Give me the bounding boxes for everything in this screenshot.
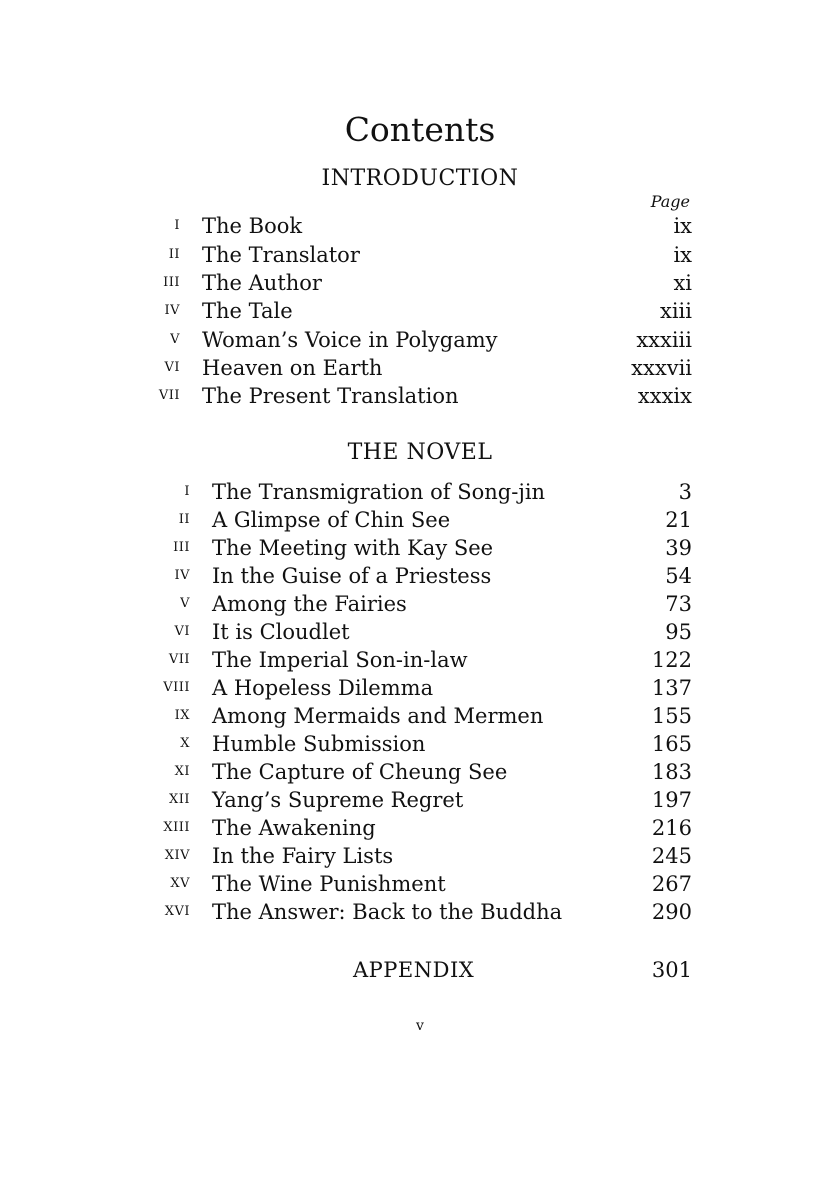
entry-title: The Translator xyxy=(202,243,360,267)
entry-title: Humble Submission xyxy=(212,732,426,756)
entry-page: 54 xyxy=(665,564,692,588)
entry-page: 95 xyxy=(665,620,692,644)
entry-title: The Tale xyxy=(202,299,293,323)
page-column-label: Page xyxy=(650,192,690,211)
entry-title: Among Mermaids and Mermen xyxy=(212,704,544,728)
entry-number: XV xyxy=(170,876,190,891)
entry-title: In the Fairy Lists xyxy=(212,844,394,868)
toc-entry xyxy=(0,478,840,506)
entry-number: XIII xyxy=(163,820,190,835)
toc-entry xyxy=(0,269,840,297)
entry-number: I xyxy=(174,218,180,233)
entry-page: 216 xyxy=(651,816,692,840)
entry-page: 3 xyxy=(678,480,692,504)
toc-entry xyxy=(0,534,840,562)
entry-title: Woman’s Voice in Polygamy xyxy=(202,328,498,352)
entry-page: 155 xyxy=(651,704,692,728)
entry-title: It is Cloudlet xyxy=(212,620,350,644)
entry-number: IV xyxy=(174,568,190,583)
entry-title: In the Guise of a Priestess xyxy=(212,564,492,588)
toc-entry xyxy=(0,241,840,269)
entry-title: Heaven on Earth xyxy=(202,356,383,380)
entry-number: V xyxy=(180,596,190,611)
entry-title: Among the Fairies xyxy=(212,592,407,616)
entry-page: 290 xyxy=(651,900,692,924)
entry-page: 197 xyxy=(651,788,692,812)
entry-title: A Hopeless Dilemma xyxy=(212,676,434,700)
entry-page: xxxiii xyxy=(636,328,692,352)
toc-entry xyxy=(0,297,840,325)
toc-entry xyxy=(0,590,840,618)
entry-title: The Capture of Cheung See xyxy=(212,760,508,784)
toc-entry xyxy=(0,814,840,842)
toc-entry xyxy=(0,730,840,758)
entry-title: The Awakening xyxy=(212,816,376,840)
entry-number: XI xyxy=(174,764,190,779)
entry-number: IX xyxy=(174,708,190,723)
toc-entry xyxy=(0,618,840,646)
entry-page: xxxvii xyxy=(631,356,692,380)
toc-entry xyxy=(0,870,840,898)
entry-page: 245 xyxy=(651,844,692,868)
toc-entry xyxy=(0,506,840,534)
entry-page: 39 xyxy=(665,536,692,560)
toc-entry xyxy=(0,562,840,590)
toc-entry xyxy=(0,702,840,730)
entry-page: 73 xyxy=(665,592,692,616)
entry-title: The Book xyxy=(202,214,303,238)
entry-number: X xyxy=(180,736,190,751)
entry-number: I xyxy=(184,484,190,499)
entry-title: The Imperial Son-in-law xyxy=(212,648,468,672)
toc-entry xyxy=(0,842,840,870)
entry-page: 183 xyxy=(651,760,692,784)
entry-number: XII xyxy=(168,792,190,807)
entry-number: XIV xyxy=(164,848,190,863)
entry-title: Yang’s Supreme Regret xyxy=(212,788,464,812)
entry-title: The Meeting with Kay See xyxy=(212,536,494,560)
novel-heading: THE NOVEL xyxy=(347,440,493,465)
page-title: Contents xyxy=(344,110,496,149)
entry-number: IV xyxy=(164,303,180,318)
entry-number: VII xyxy=(158,388,180,403)
entry-title: The Wine Punishment xyxy=(212,872,446,896)
entry-number: VII xyxy=(168,652,190,667)
entry-title: The Author xyxy=(202,271,322,295)
page-folio: v xyxy=(416,1018,424,1034)
entry-number: XVI xyxy=(164,904,190,919)
introduction-heading: INTRODUCTION xyxy=(321,166,519,191)
toc-entry xyxy=(0,646,840,674)
entry-number: V xyxy=(170,332,180,347)
entry-number: VI xyxy=(174,624,190,639)
toc-entry xyxy=(0,674,840,702)
toc-entry xyxy=(0,354,840,382)
entry-page: 165 xyxy=(651,732,692,756)
entry-title: A Glimpse of Chin See xyxy=(212,508,451,532)
entry-page: xiii xyxy=(660,299,692,323)
entry-page: 21 xyxy=(665,508,692,532)
entry-page: ix xyxy=(673,243,692,267)
entry-number: III xyxy=(173,540,190,555)
entry-number: VI xyxy=(164,360,180,375)
entry-number: III xyxy=(163,275,180,290)
entry-title: The Present Translation xyxy=(202,384,459,408)
toc-entry xyxy=(0,326,840,354)
toc-entry xyxy=(0,758,840,786)
entry-page: 122 xyxy=(651,648,692,672)
appendix-label: APPENDIX xyxy=(353,958,475,982)
entry-title: The Transmigration of Song-jin xyxy=(212,480,546,504)
entry-number: II xyxy=(178,512,190,527)
entry-page: 137 xyxy=(651,676,692,700)
entry-page: ix xyxy=(673,214,692,238)
toc-entry xyxy=(0,382,840,410)
toc-entry xyxy=(0,786,840,814)
entry-title: The Answer: Back to the Buddha xyxy=(212,900,563,924)
entry-page: xi xyxy=(673,271,692,295)
entry-number: VIII xyxy=(163,680,190,695)
toc-entry xyxy=(0,212,840,240)
entry-page: xxxix xyxy=(637,384,692,408)
toc-entry xyxy=(0,898,840,926)
appendix-entry xyxy=(0,955,840,985)
appendix-page: 301 xyxy=(651,958,692,982)
entry-page: 267 xyxy=(651,872,692,896)
entry-number: II xyxy=(168,247,180,262)
